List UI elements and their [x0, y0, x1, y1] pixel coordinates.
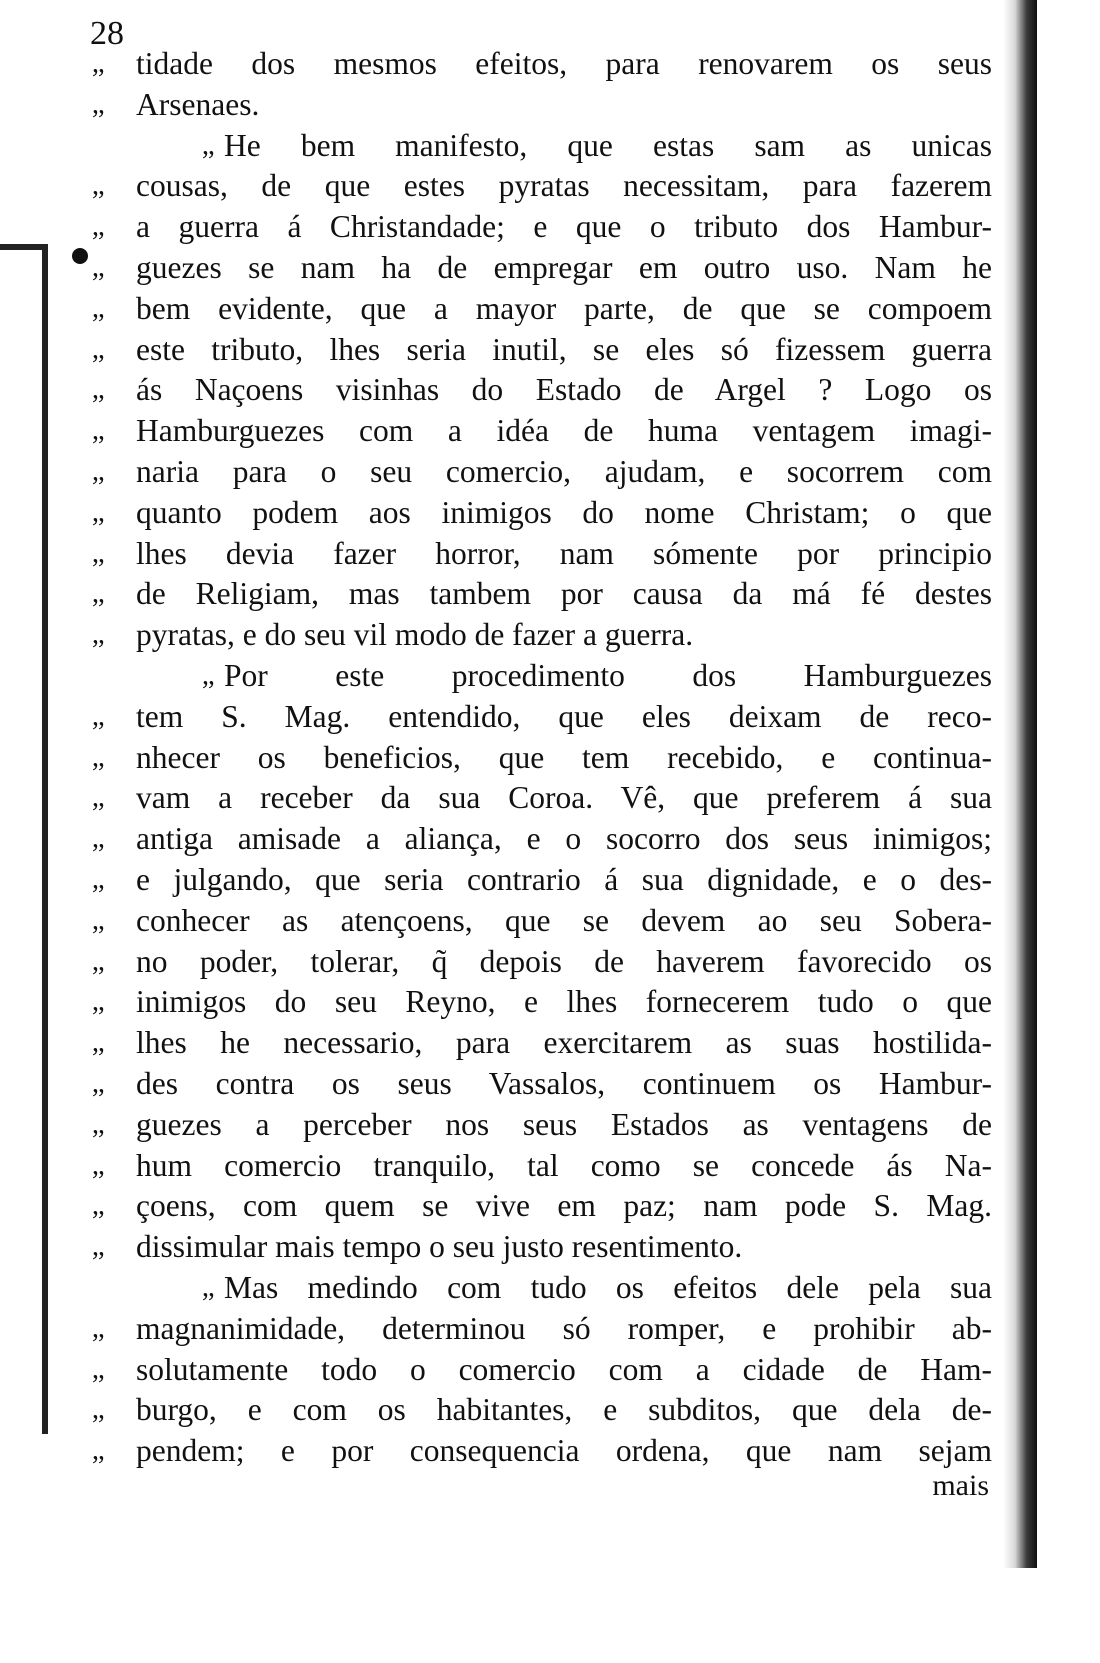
quote-mark: ,, — [92, 1353, 104, 1385]
text-line: ,, antiga amisade a aliança, e o socorro dos seus inimigos; — [92, 819, 992, 860]
text-line: ,, este tributo, lhes seria inutil, se eles só fizessem guerra — [92, 330, 992, 371]
text-line: ,, lhes devia fazer horror, nam sómente por principio — [92, 534, 992, 575]
quote-mark: ,, — [92, 1231, 104, 1263]
quote-mark: ,, — [92, 1435, 104, 1467]
text-line: ,, vam a receber da sua Coroa. Vê, que preferem á sua — [92, 778, 992, 819]
text-line: ,, cousas, de que estes pyratas necessitam, para fazerem — [92, 166, 992, 207]
quote-mark: ,, — [92, 415, 104, 447]
quote-mark: ,, — [92, 741, 104, 773]
text-line: ,, a guerra á Christandade; e que o tributo dos Hambur- — [92, 207, 992, 248]
quote-mark: ,, — [92, 537, 104, 569]
quote-mark: ,, — [92, 496, 104, 528]
text-line: ,, nhecer os beneficios, que tem recebido, e continua- — [92, 738, 992, 779]
body-text — [92, 44, 992, 1472]
quote-mark: ,, — [92, 1149, 104, 1181]
text-line: ,, de Religiam, mas tambem por causa da má fé destes — [92, 574, 992, 615]
quote-mark: ,, — [92, 700, 104, 732]
paragraph-start-line: ,, He bem manifesto, que estas sam as unicas — [92, 126, 992, 167]
text-line: ,, solutamente todo o comercio com a cidade de Ham- — [92, 1350, 992, 1391]
text-line: ,, pyratas, e do seu vil modo de fazer a guerra. — [92, 615, 992, 656]
ink-blot — [72, 248, 88, 264]
quote-mark: ,, — [92, 292, 104, 324]
text-line: ,, conhecer as atençoens, que se devem ao seu Sobera- — [92, 901, 992, 942]
quote-mark: ,, — [202, 659, 214, 691]
text-line: ,, Arsenaes. — [92, 85, 992, 126]
page-number: 28 — [90, 15, 124, 52]
quote-mark: ,, — [92, 986, 104, 1018]
quote-mark: ,, — [92, 1312, 104, 1344]
text-line: ,, dissimular mais tempo o seu justo resentimento. — [92, 1227, 992, 1268]
quote-mark: ,, — [202, 1271, 214, 1303]
catchword: mais — [932, 1469, 989, 1502]
text-line: ,, lhes he necessario, para exercitarem as suas hostilida- — [92, 1023, 992, 1064]
text-line: ,, guezes se nam ha de empregar em outro uso. Nam he — [92, 248, 992, 289]
text-line: ,, çoens, com quem se vive em paz; nam pode S. Mag. — [92, 1186, 992, 1227]
quote-mark: ,, — [92, 1394, 104, 1426]
quote-mark: ,, — [92, 455, 104, 487]
text-line: ,, naria para o seu comercio, ajudam, e socorrem com — [92, 452, 992, 493]
quote-mark: ,, — [92, 578, 104, 610]
quote-mark: ,, — [92, 904, 104, 936]
text-line: ,, tidade dos mesmos efeitos, para renovarem os seus — [92, 44, 992, 85]
text-line: ,, hum comercio tranquilo, tal como se concede ás Na- — [92, 1146, 992, 1187]
quote-mark: ,, — [92, 211, 104, 243]
text-line: ,, inimigos do seu Reyno, e lhes fornecerem tudo o que — [92, 982, 992, 1023]
text-line: ,, e julgando, que seria contrario á sua dignidade, e o des- — [92, 860, 992, 901]
quote-mark: ,, — [92, 170, 104, 202]
quote-mark: ,, — [92, 48, 104, 79]
text-line: ,, no poder, tolerar, q̃ depois de haverem favorecido os — [92, 942, 992, 983]
text-line: ,, burgo, e com os habitantes, e subditos, que dela de- — [92, 1390, 992, 1431]
quote-mark: ,, — [92, 88, 104, 120]
quote-mark: ,, — [92, 782, 104, 814]
quote-mark: ,, — [92, 333, 104, 365]
margin-bracket — [0, 244, 48, 1434]
text-line: ,, ás Naçoens visinhas do Estado de Argel ? Logo os — [92, 370, 992, 411]
quote-mark: ,, — [92, 374, 104, 406]
quote-mark: ,, — [92, 823, 104, 855]
paragraph-start-line: ,, Mas medindo com tudo os efeitos dele pela sua — [92, 1268, 992, 1309]
quote-mark: ,, — [92, 1027, 104, 1059]
quote-mark: ,, — [92, 619, 104, 651]
text-line: ,, pendem; e por consequencia ordena, que nam sejam — [92, 1431, 992, 1472]
quote-mark: ,, — [92, 863, 104, 895]
quote-mark: ,, — [92, 1067, 104, 1099]
text-line: ,, Hamburguezes com a idéa de huma ventagem imagi- — [92, 411, 992, 452]
text-line: ,, quanto podem aos inimigos do nome Christam; o que — [92, 493, 992, 534]
text-line: ,, tem S. Mag. entendido, que eles deixam de reco- — [92, 697, 992, 738]
quote-mark: ,, — [202, 129, 214, 161]
quote-mark: ,, — [92, 251, 104, 283]
paragraph-start-line: ,, Por este procedimento dos Hamburguezes — [92, 656, 992, 697]
quote-mark: ,, — [92, 945, 104, 977]
text-line: ,, magnanimidade, determinou só romper, e prohibir ab- — [92, 1309, 992, 1350]
quote-mark: ,, — [92, 1190, 104, 1222]
text-line: ,, bem evidente, que a mayor parte, de que se compoem — [92, 289, 992, 330]
text-line: ,, guezes a perceber nos seus Estados as ventagens de — [92, 1105, 992, 1146]
scan-edge-shadow — [1003, 0, 1037, 1568]
quote-mark: ,, — [92, 1108, 104, 1140]
text-line: ,, des contra os seus Vassalos, continuem os Hambur- — [92, 1064, 992, 1105]
